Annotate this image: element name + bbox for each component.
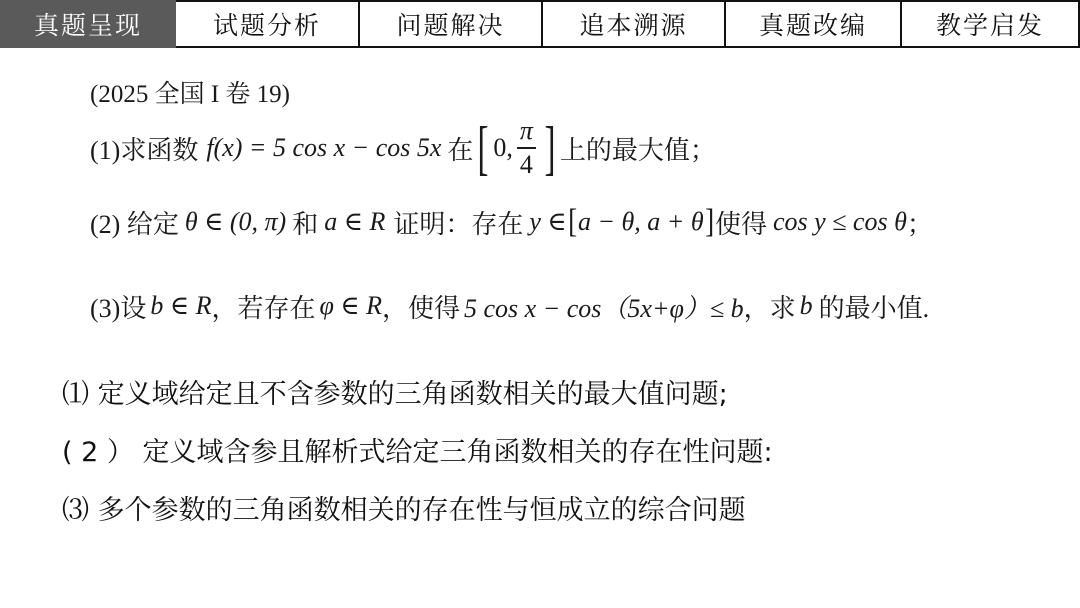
question-3: (3)设 b ∈ R ，若存在 φ ∈ R ，使得 5 cos x − cos（5x+φ）≤ b ，求 b 的最小值. [90, 291, 930, 323]
question-1: (1)求函数 f(x) = 5 cos x − cos 5x 在 [ 0, $\frac{\pi}{4}$ ] 上的最大值； [90, 115, 716, 181]
analysis-item-1: ⑴ 定义域给定且不含参数的三角函数相关的最大值问题; [62, 379, 728, 410]
problem-source: (2025 全国 I 卷 19) [90, 81, 290, 108]
left-bracket: [ [477, 115, 489, 181]
tab-teaching-insight[interactable]: 教学启发 [902, 0, 1080, 48]
analysis-item-3: ⑶ 多个参数的三角函数相关的存在性与恒成立的综合问题 [62, 495, 746, 526]
tab-question-analysis[interactable]: 试题分析 [176, 0, 360, 48]
tab-bar [0, 0, 1080, 48]
right-bracket: ] [704, 203, 714, 240]
tab-adaptation[interactable]: 真题改编 [726, 0, 902, 48]
tab-problem-solving[interactable]: 问题解决 [360, 0, 543, 48]
right-bracket: ] [544, 115, 556, 181]
left-bracket: [ [567, 203, 577, 240]
question-2: (2) 给定 θ ∈ (0, π) 和 a ∈ R 证明：存在 y ∈ [ a − θ, a + θ ] 使得 cos y ≤ cos θ ； [90, 203, 933, 240]
tab-trace-origin[interactable]: 追本溯源 [543, 0, 726, 48]
analysis-item-2: ( 2 ） 定义域含参且解析式给定三角函数相关的存在性问题: [62, 437, 773, 468]
q1-formula: f(x) = 5 cos x − cos 5x [206, 133, 442, 162]
tab-real-question[interactable]: 真题呈现 [0, 0, 176, 48]
pi-over-4-fraction: $\frac{\pi}{4}$ [517, 118, 536, 178]
